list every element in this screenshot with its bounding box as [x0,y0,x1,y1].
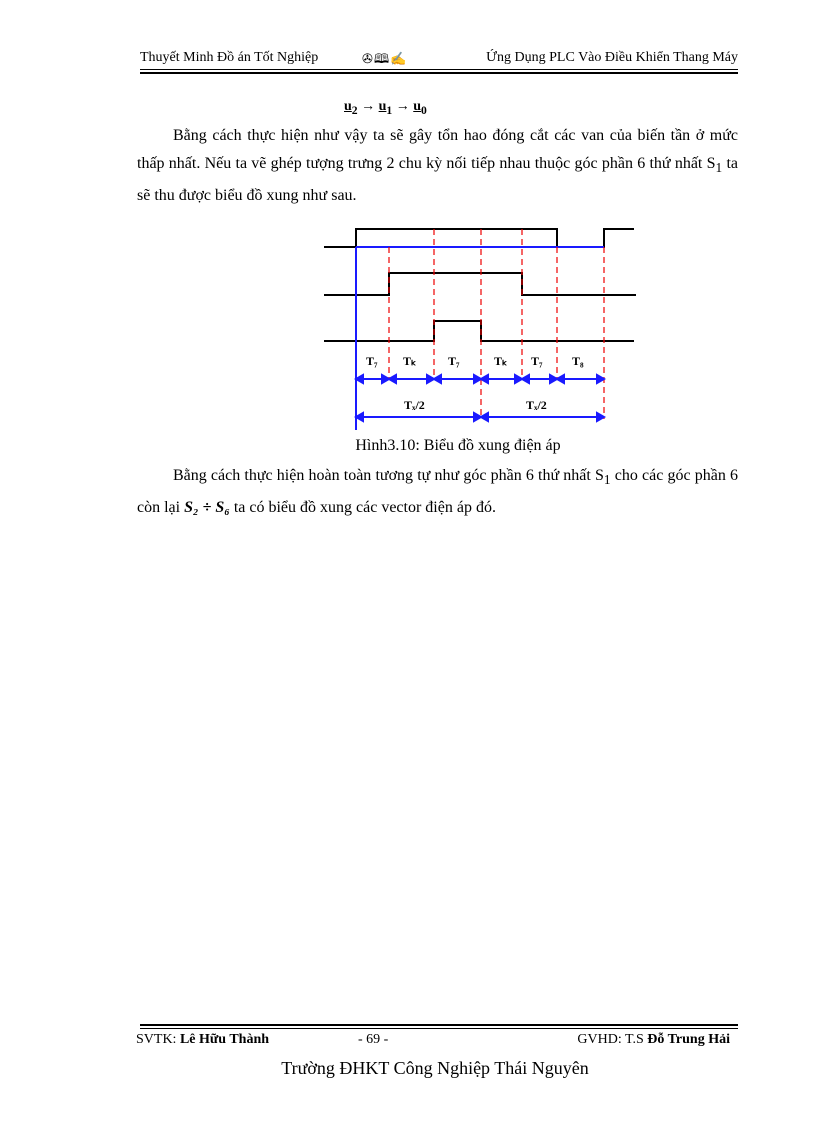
vector-u: u [344,99,352,114]
page-number: - 69 - [358,1032,389,1047]
vector-u: u [378,99,387,114]
header-right: Ứng Dụng PLC Vào Điều Khiển Thang Máy [486,50,738,65]
paragraph-2-end: ta có biểu đồ xung các vector điện áp đó. [229,499,496,517]
page-header [140,48,738,70]
interval-label: T₇ [366,354,378,368]
sector-range-expr: S₂ ÷ S₆ [184,499,230,517]
subscript: 1 [715,160,723,176]
paragraph-1 [137,122,738,210]
footer-rule-thin [140,1028,738,1029]
student-name: Lê Hữu Thành [179,1032,270,1047]
interval-markers [389,229,604,419]
interval-arrows [356,375,604,421]
student-label: SVTK: [136,1032,180,1047]
interval-label: T₇ [448,354,460,368]
header-rule [140,69,738,70]
footer-rule [140,1024,738,1026]
advisor-name: Đỗ Trung Hải [647,1032,730,1047]
pulse-row-1 [324,229,634,247]
interval-label: Tₖ [403,354,417,368]
pulse-row-3 [324,321,634,341]
footer-student [136,1032,269,1048]
vector-sequence-formula [344,99,427,117]
paragraph-2-text: Bằng cách thực hiện hoàn toàn tương tự như góc phần 6 thứ nhất S [173,467,604,484]
half-period-label: Tₓ/2 [404,398,425,412]
paragraph-2 [137,462,738,522]
figure-caption: Hình3.10: Biểu đồ xung điện áp [355,437,561,454]
vector-sub: 0 [421,103,427,117]
vector-sub: 2 [351,103,358,117]
footer-advisor [577,1032,730,1048]
paragraph-1-end: ta sẽ thu được biểu đồ xung như sau. [137,155,739,205]
half-period-label: Tₓ/2 [526,398,547,412]
arrow-icon: → [361,99,376,114]
interval-label: Tₖ [494,354,508,368]
school-name: Trường ĐHKT Công Nghiệp Thái Nguyên [281,1058,589,1078]
vector-sub: 1 [386,103,393,117]
header-rule-thick [140,72,738,74]
interval-label: T₇ [531,354,543,368]
interval-label: T₈ [572,354,584,368]
header-ornament: ✇🕮✍ [362,51,408,66]
advisor-label: GVHD: T.S [577,1032,648,1047]
vector-u: u [413,99,422,114]
pulse-diagram [318,222,640,432]
paragraph-2-text: cho các góc phần 6 còn lại [137,467,739,517]
subscript: 1 [603,472,611,488]
arrow-icon: → [395,99,410,114]
header-left: Thuyết Minh Đồ án Tốt Nghiệp [140,50,319,65]
pulse-row-2 [324,273,636,295]
paragraph-1-text: Bằng cách thực hiện như vậy ta sẽ gây tổn hao đóng cắt các van của biến tần ở mức thấp nhất. Nếu ta vẽ ghép tượng trưng 2 chu kỳ nối tiếp nhau thuộc góc phần 6 thứ nhất S [137,127,738,172]
